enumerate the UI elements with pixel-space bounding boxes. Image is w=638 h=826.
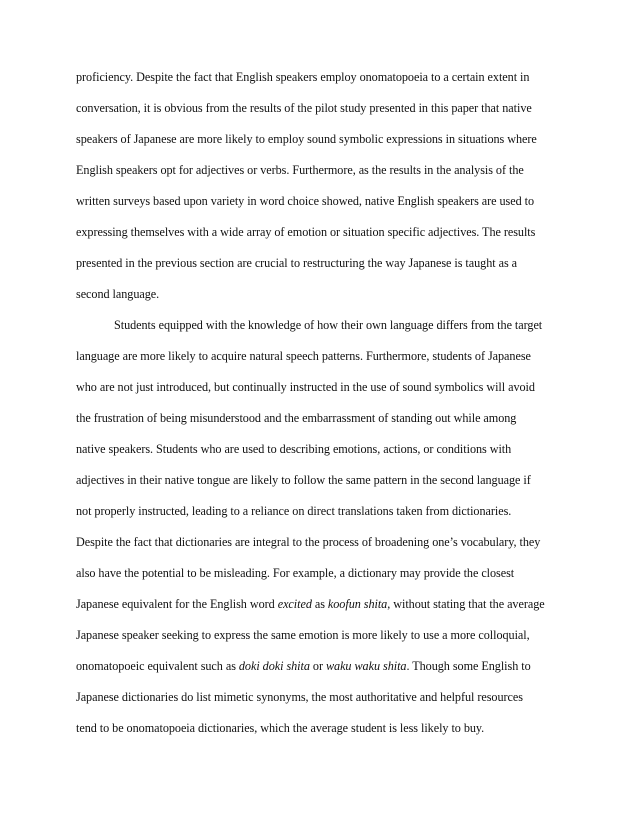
text-line: not properly instructed, leading to a reliance on direct translations taken from dictionaries. <box>76 504 512 518</box>
text-line: Japanese speaker seeking to express the same emotion is more likely to use a more colloquial, <box>76 628 530 642</box>
text-line: the frustration of being misunderstood and the embarrassment of standing out while among <box>76 411 517 425</box>
text-line: tend to be onomatopoeia dictionaries, which the average student is less likely to buy. <box>76 721 485 735</box>
text-segment: or <box>309 659 326 673</box>
text-line <box>76 596 545 612</box>
italic-term-waku-waku-shita: waku waku shita <box>325 659 407 673</box>
italic-term-excited: excited <box>277 597 312 611</box>
text-line: expressing themselves with a wide array of emotion or situation specific adjectives. The results <box>76 225 536 239</box>
text-line: conversation, it is obvious from the results of the pilot study presented in this paper that native <box>76 101 532 115</box>
text-line: English speakers opt for adjectives or verbs. Furthermore, as the results in the analysis of the <box>76 163 524 177</box>
text-line: speakers of Japanese are more likely to employ sound symbolic expressions in situations where <box>76 132 537 146</box>
text-segment: , without stating that the average <box>387 597 545 611</box>
text-segment: onomatopoeic equivalent such as <box>76 659 239 673</box>
text-line: proficiency. Despite the fact that English speakers employ onomatopoeia to a certain extent in <box>76 70 530 84</box>
text-line: Japanese dictionaries do list mimetic synonyms, the most authoritative and helpful resources <box>76 690 523 704</box>
italic-term-doki-doki-shita: doki doki shita <box>238 659 310 673</box>
text-segment: Japanese equivalent for the English word <box>76 597 278 611</box>
italic-term-koofun-shita: koofun shita <box>327 597 388 611</box>
text-line <box>76 658 531 674</box>
text-line: written surveys based upon variety in word choice showed, native English speakers are used to <box>76 194 535 208</box>
text-segment: . Though some English to <box>406 659 531 673</box>
text-line: who are not just introduced, but continually instructed in the use of sound symbolics will avoid <box>76 380 535 394</box>
text-segment: as <box>311 597 328 611</box>
text-line: also have the potential to be misleading. For example, a dictionary may provide the closest <box>76 566 515 580</box>
text-line: native speakers. Students who are used to describing emotions, actions, or conditions with <box>76 442 512 456</box>
text-line: Despite the fact that dictionaries are integral to the process of broadening one’s vocabulary, they <box>76 535 541 549</box>
text-line: adjectives in their native tongue are likely to follow the same pattern in the second language if <box>76 473 531 487</box>
paragraph-first-line: Students equipped with the knowledge of how their own language differs from the target <box>114 318 543 332</box>
text-line: language are more likely to acquire natural speech patterns. Furthermore, students of Japanese <box>76 349 531 363</box>
text-line: presented in the previous section are crucial to restructuring the way Japanese is taught as a <box>76 256 518 270</box>
text-line: second language. <box>76 287 160 301</box>
